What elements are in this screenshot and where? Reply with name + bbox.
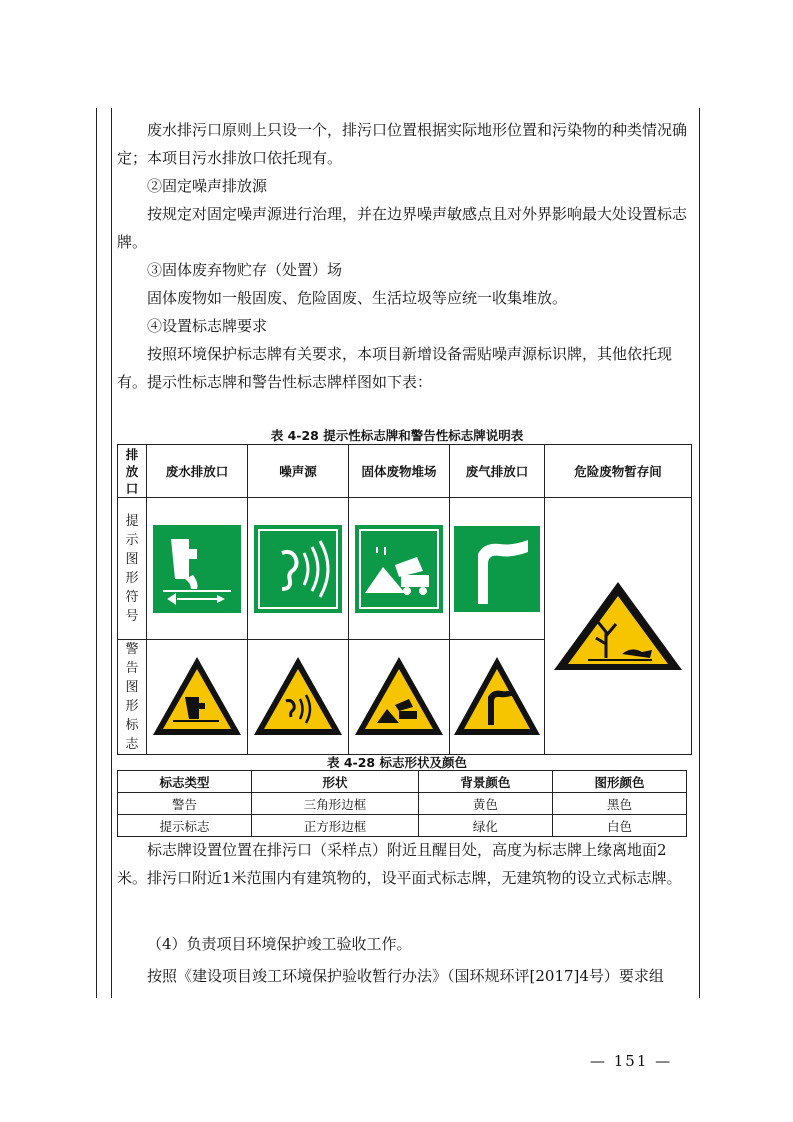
paragraph-solid-waste: 固体废物如一般固废、危险固废、生活垃圾等应统一收集堆放。 [147,289,568,307]
shape-table-caption: 表 4-28 标志形状及颜色 [327,755,467,770]
col-hazardous-waste-storage: 危险废物暂存间 [545,445,692,498]
cell: 黄色 [418,793,552,815]
hazardous-waste-sign-cell [545,498,692,755]
exhaust-outlet-icon [454,526,540,612]
paragraph-acceptance: 按照《建设项目竣工环境保护验收暂行办法》（国环规环评[2017]4号）要求组 [147,967,664,985]
warning-exhaust-sign [450,640,545,755]
col-noise-source: 噪声源 [248,445,349,498]
cell: 黑色 [552,793,686,815]
page-number: — 151 — [590,1052,673,1070]
header-shape: 形状 [252,771,419,793]
paragraph-noise: 按规定对固定噪声源进行治理，并在边界噪声敏感点且对外界影响最大处设置标志牌。 [117,205,688,251]
solid-waste-dump-warning-icon [353,655,445,739]
shape-table [117,770,687,837]
cell: 正方形边框 [252,815,419,837]
heading-noise-source: ②固定噪声排放源 [147,177,268,195]
cell: 警告 [118,793,252,815]
heading-sign-requirements: ④设置标志牌要求 [147,317,268,335]
noise-source-warning-icon [252,655,344,739]
row-label-prompt: 提 示 图 形 符 号 [118,498,147,640]
prompt-solid-waste-sign [349,498,450,640]
noise-source-icon [254,525,342,613]
prompt-exhaust-sign [450,498,545,640]
header-sign-type: 标志类型 [118,771,252,793]
header-background-color: 背景颜色 [418,771,552,793]
exhaust-outlet-warning-icon [452,655,542,739]
col-wastewater-outfall: 废水排放口 [147,445,248,498]
header-graphic-color: 图形颜色 [552,771,686,793]
paragraph-outfall: 废水排污口原则上只设一个，排污口位置根据实际地形位置和污染物的种类情况确定；本项目污水排放口依托现有。 [117,121,688,167]
sign-table [117,444,692,755]
prompt-wastewater-sign [147,498,248,640]
table-row [118,815,687,837]
paragraph-sign-placement: 标志牌设置位置在排污口（采样点）附近且醒目处，高度为标志牌上缘离地面2米。排污口附近1米范围内有建筑物的，设平面式标志牌，无建筑物的设立式标志牌。 [117,841,682,887]
warning-solid-waste-sign [349,640,450,755]
cell: 三角形边框 [252,793,419,815]
shape-table-header-row [118,771,687,793]
col-solid-waste-dump: 固体废物堆场 [349,445,450,498]
warning-wastewater-sign [147,640,248,755]
cell: 白色 [552,815,686,837]
row-label-warning: 警 告 图 形 标 志 [118,640,147,755]
solid-waste-dump-icon [355,525,443,613]
heading-acceptance: （4）负责项目环境保护竣工验收工作。 [147,935,412,953]
cell: 绿化 [418,815,552,837]
hazardous-waste-icon [548,578,688,674]
wastewater-outfall-icon [153,525,241,613]
heading-solid-waste: ③固体废弃物贮存（处置）场 [147,261,343,279]
frame-inner-line [111,108,112,998]
cell: 提示标志 [118,815,252,837]
sign-table-caption: 表 4-28 提示性标志牌和警告性标志牌说明表 [270,428,524,443]
corner-header: 排 放 口 [118,445,147,498]
prompt-noise-sign [248,498,349,640]
wastewater-outfall-warning-icon [151,655,243,739]
table-row [118,793,687,815]
col-exhaust-outlet: 废气排放口 [450,445,545,498]
paragraph-sign-requirements: 按照环境保护标志牌有关要求，本项目新增设备需贴噪声源标识牌，其他依托现有。提示性标志牌和警告性标志牌样图如下表： [117,345,673,391]
warning-noise-sign [248,640,349,755]
